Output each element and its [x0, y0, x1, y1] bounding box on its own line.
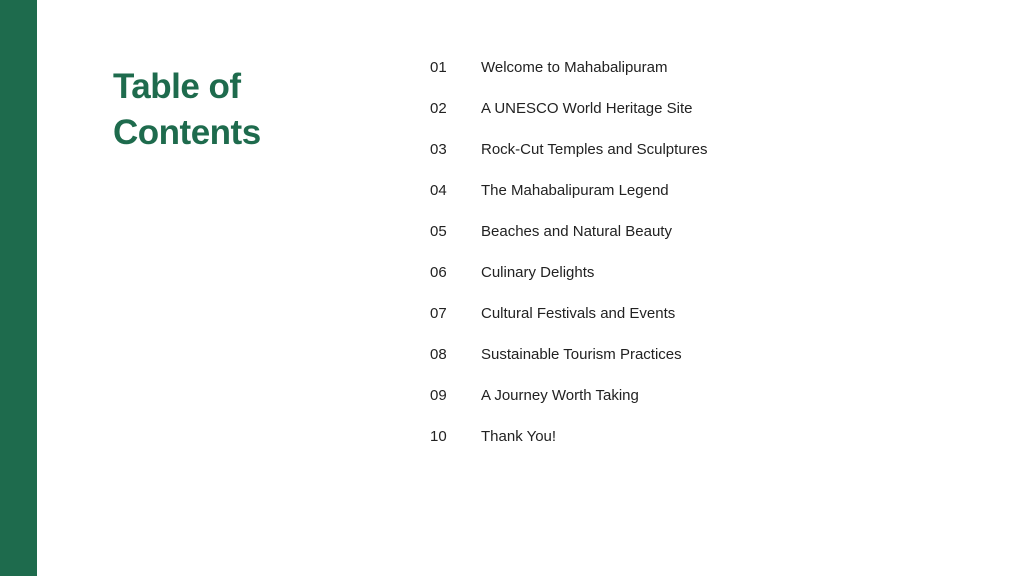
- toc-item-10[interactable]: [430, 416, 990, 457]
- toc-item-08[interactable]: [430, 334, 990, 375]
- toc-item-label: The Mahabalipuram Legend: [481, 182, 669, 199]
- toc-item-02[interactable]: [430, 88, 990, 129]
- toc-item-label: Sustainable Tourism Practices: [481, 346, 682, 363]
- toc-item-label: A Journey Worth Taking: [481, 387, 639, 404]
- toc-item-number: 04: [430, 182, 447, 199]
- toc-item-label: Beaches and Natural Beauty: [481, 223, 672, 240]
- page-title: Table of Contents: [113, 67, 261, 152]
- toc-item-05[interactable]: [430, 211, 990, 252]
- toc-item-label: Culinary Delights: [481, 264, 595, 281]
- toc-item-number: 08: [430, 346, 447, 363]
- toc-item-label: Thank You!: [481, 428, 557, 445]
- toc-item-number: 05: [430, 223, 447, 240]
- toc-item-06[interactable]: [430, 252, 990, 293]
- toc-item-label: A UNESCO World Heritage Site: [481, 100, 693, 117]
- toc-item-number: 09: [430, 387, 447, 404]
- toc-item-number: 01: [430, 59, 447, 76]
- toc-item-number: 07: [430, 305, 447, 322]
- toc-item-number: 06: [430, 264, 447, 281]
- toc-item-number: 10: [430, 428, 447, 445]
- accent-side-bar: [0, 0, 37, 576]
- toc-item-number: 02: [430, 100, 447, 117]
- toc-item-01[interactable]: [430, 47, 990, 88]
- toc-item-09[interactable]: [430, 375, 990, 416]
- toc-item-label: Rock-Cut Temples and Sculptures: [481, 141, 708, 158]
- toc-item-04[interactable]: [430, 170, 990, 211]
- toc-item-03[interactable]: [430, 129, 990, 170]
- toc-item-label: Welcome to Mahabalipuram: [481, 59, 668, 76]
- toc-item-number: 03: [430, 141, 447, 158]
- toc-item-07[interactable]: [430, 293, 990, 334]
- toc-item-label: Cultural Festivals and Events: [481, 305, 676, 322]
- table-of-contents-list: [430, 47, 990, 457]
